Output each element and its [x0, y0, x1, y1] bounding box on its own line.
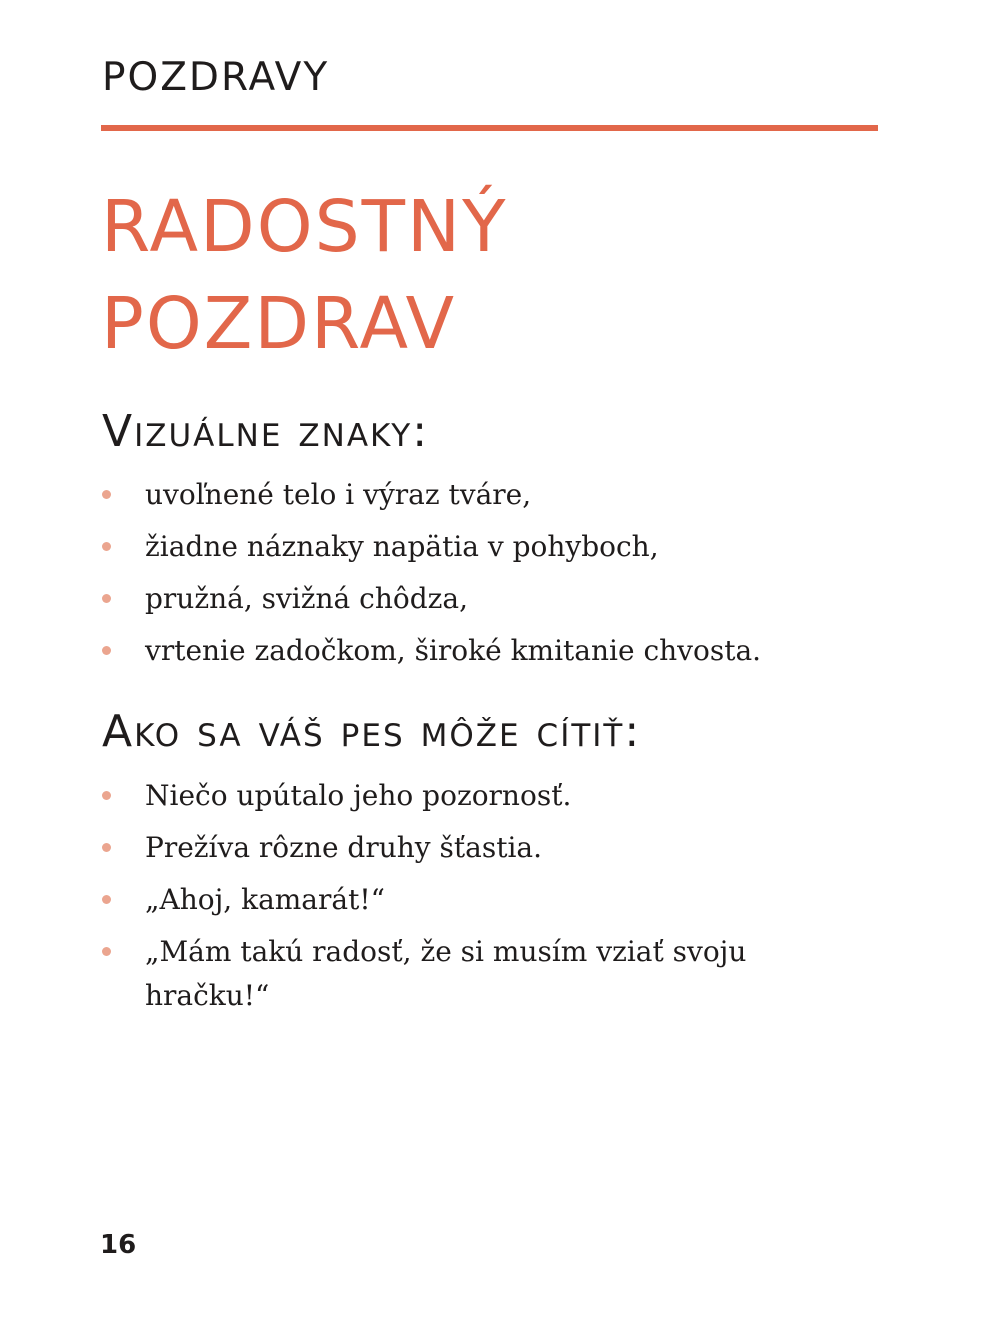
- header-divider: [101, 125, 878, 131]
- list-item: [100, 930, 780, 1018]
- page-number: 16: [100, 1230, 137, 1260]
- list-item: [100, 774, 780, 818]
- section-label: POZDRAVY: [102, 55, 330, 100]
- bullet-icon: [102, 947, 111, 956]
- list-item-text: Prežíva rôzne druhy šťastia.: [145, 831, 542, 864]
- list-item-text: uvoľnené telo i výraz tváre,: [145, 478, 532, 511]
- visual-signs-list: [100, 473, 860, 681]
- list-item: [100, 525, 860, 569]
- list-item-text: Niečo upútalo jeho pozornosť.: [145, 779, 572, 812]
- feelings-list: [100, 774, 780, 1026]
- list-item: [100, 473, 860, 517]
- list-item: [100, 629, 860, 673]
- list-item: [100, 878, 780, 922]
- title-line-1: RADOSTNÝ: [101, 185, 508, 268]
- bullet-icon: [102, 843, 111, 852]
- list-item: [100, 826, 780, 870]
- bullet-icon: [102, 895, 111, 904]
- bullet-icon: [102, 594, 111, 603]
- bullet-icon: [102, 646, 111, 655]
- list-item: [100, 577, 860, 621]
- bullet-icon: [102, 542, 111, 551]
- list-item-text: „Mám takú radosť, že si musím vziať svoju hračku!“: [145, 935, 747, 1012]
- list-item-text: pružná, svižná chôdza,: [145, 582, 468, 615]
- list-item-text: žiadne náznaky napätia v pohyboch,: [145, 530, 659, 563]
- bullet-icon: [102, 490, 111, 499]
- title-line-2: POZDRAV: [101, 282, 457, 365]
- list-item-text: vrtenie zadočkom, široké kmitanie chvosta.: [145, 634, 762, 667]
- page-title: [101, 178, 508, 372]
- bullet-icon: [102, 791, 111, 800]
- feelings-heading: Ako sa váš pes môže cítiť:: [102, 706, 642, 757]
- list-item-text: „Ahoj, kamarát!“: [145, 883, 385, 916]
- visual-signs-heading: Vizuálne znaky:: [102, 406, 430, 457]
